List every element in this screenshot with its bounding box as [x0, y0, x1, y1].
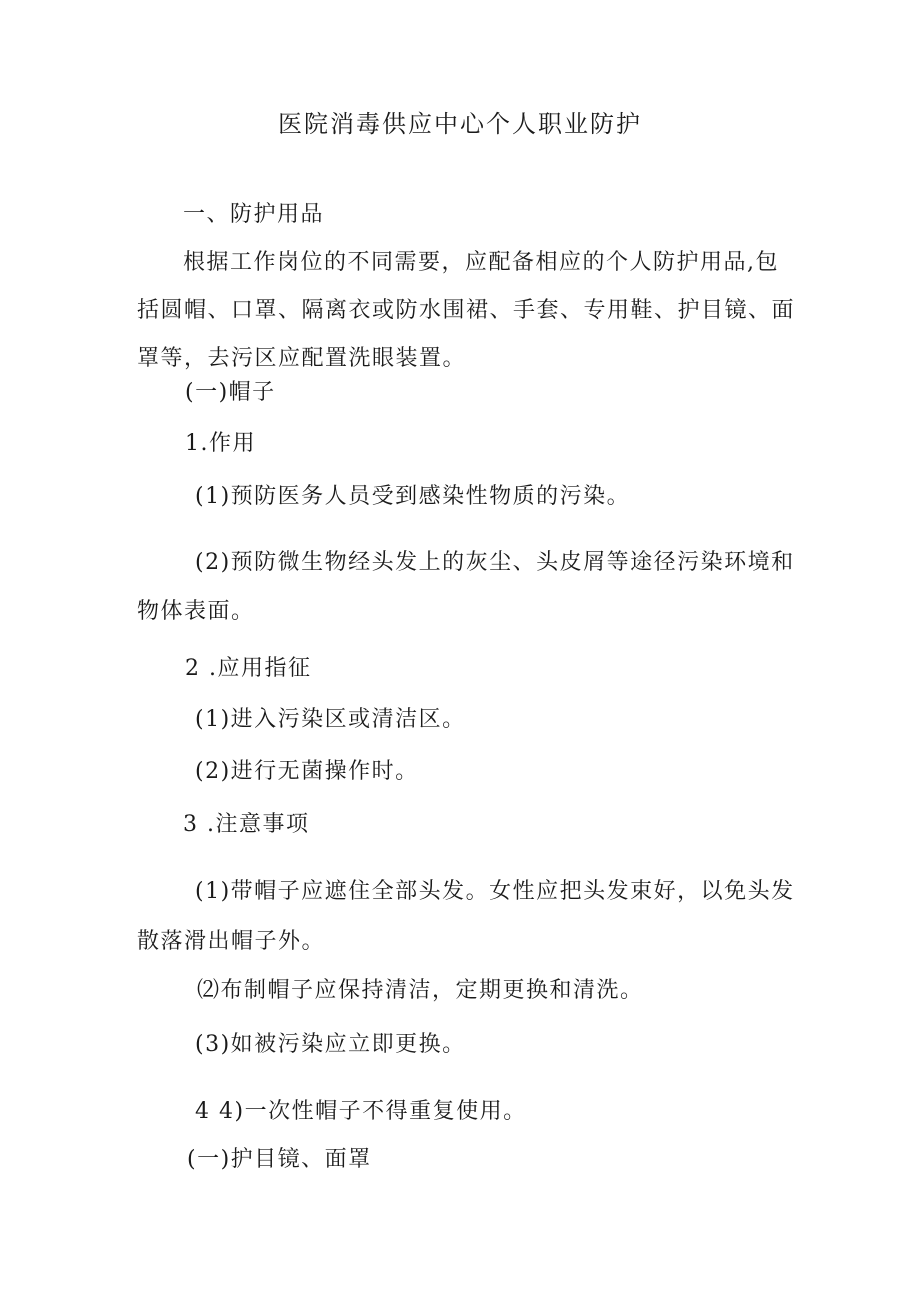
list-item: (3)如被污染应立即更换。 — [195, 1032, 466, 1057]
item-heading-indications: 2 .应用指征 — [185, 656, 312, 681]
subsection-heading-goggles-face-shield: (一)护目镜、面罩 — [187, 1147, 372, 1172]
list-item: (2)进行无菌操作时。 — [195, 759, 419, 784]
list-item-continuation: 物体表面。 — [137, 599, 255, 624]
subsection-heading-cap: (一)帽子 — [185, 380, 276, 405]
item-heading-precautions: 3 .注意事项 — [183, 812, 310, 837]
list-item: (2)预防微生物经头发上的灰尘、头皮屑等途径污染环境和 — [195, 550, 795, 575]
paragraph-line: 罩等，去污区应配置洗眼装置。 — [137, 346, 467, 371]
list-item: (1)进入污染区或清洁区。 — [195, 707, 466, 732]
paragraph-line: 括圆帽、口罩、隔离衣或防水围裙、手套、专用鞋、护目镜、面 — [137, 298, 796, 323]
list-item: ⑵布制帽子应保持清洁，定期更换和清洗。 — [197, 978, 644, 1003]
document-title: 医院消毒供应中心个人职业防护 — [278, 110, 642, 138]
section-heading-protective-equipment: 一、防护用品 — [183, 202, 325, 227]
list-item-continuation: 散落滑出帽子外。 — [137, 929, 326, 954]
paragraph-line: 根据工作岗位的不同需要，应配备相应的个人防护用品,包 — [183, 250, 779, 275]
list-item: (1)预防医务人员受到感染性物质的污染。 — [195, 484, 631, 509]
list-item: 4 4)一次性帽子不得重复使用。 — [195, 1099, 527, 1124]
item-heading-function: 1.作用 — [185, 431, 256, 456]
list-item: (1)带帽子应遮住全部头发。女性应把头发束好，以免头发 — [195, 879, 795, 904]
